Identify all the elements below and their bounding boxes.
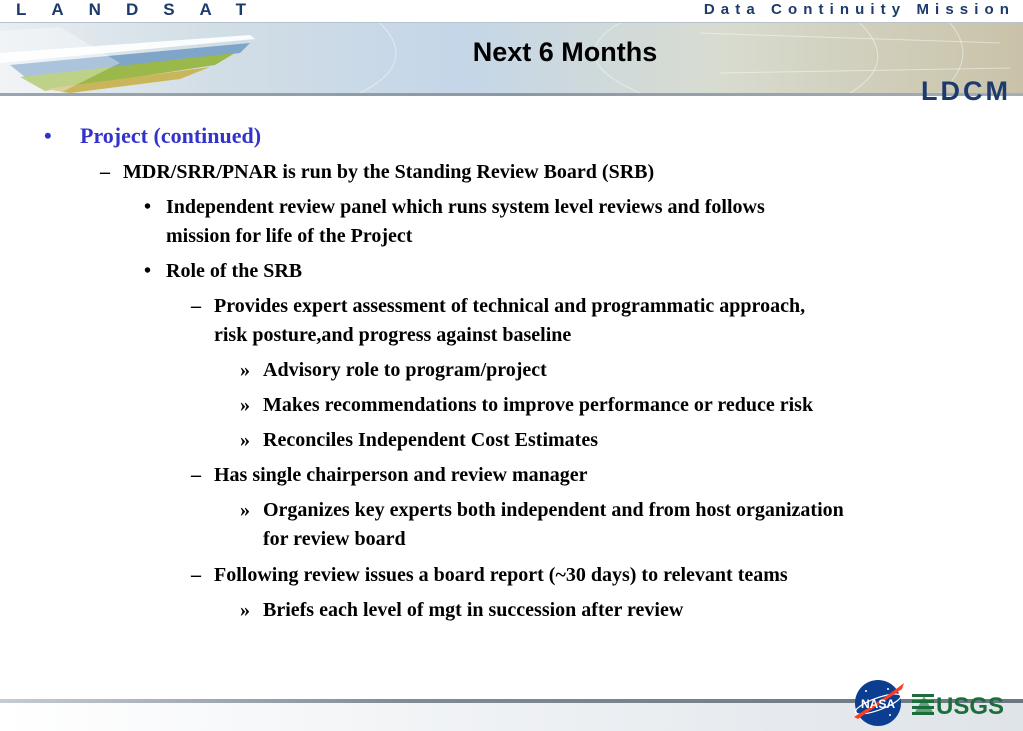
dash-marker: – <box>191 464 201 486</box>
usgs-logo-icon <box>912 688 1008 720</box>
outline-item-independent-line1: Independent review panel which runs system level reviews and follows <box>166 196 765 218</box>
outline-item-provides-line1: Provides expert assessment of technical and programmatic approach, <box>214 295 806 317</box>
slide-title: Next 6 Months <box>472 37 658 67</box>
usgs-logo-text: USGS <box>936 693 1005 720</box>
bullet-marker: • <box>144 260 152 282</box>
ldcm-logo: LDCM <box>921 76 1011 106</box>
bullet-marker: • <box>144 196 152 218</box>
top-brand-bar <box>0 0 1023 23</box>
chevron-marker: » <box>240 429 250 451</box>
outline-item-provides-line2: risk posture,and progress against baseline <box>214 324 572 346</box>
banner-divider <box>0 93 1023 96</box>
outline-item-advisory: Advisory role to program/project <box>263 359 547 381</box>
outline-item-organizes-line2: for review board <box>263 528 406 550</box>
chevron-marker: » <box>240 599 250 621</box>
outline-item-chair: Has single chairperson and review manager <box>214 464 588 486</box>
bullet-marker: • <box>44 123 52 148</box>
chevron-marker: » <box>240 359 250 381</box>
outline-item-reconciles: Reconciles Independent Cost Estimates <box>263 429 598 451</box>
outline-item-project: Project (continued) <box>80 123 262 148</box>
outline-item-independent-line2: mission for life of the Project <box>166 225 413 247</box>
outline-item-role: Role of the SRB <box>166 260 303 282</box>
outline-item-following: Following review issues a board report (~30 days) to relevant teams <box>214 564 788 586</box>
outline-item-recommend: Makes recommendations to improve performance or reduce risk <box>263 394 814 416</box>
title-banner <box>0 23 1023 93</box>
outline-item-briefs: Briefs each level of mgt in succession after review <box>263 599 684 621</box>
nasa-logo-text: NASA <box>860 697 896 711</box>
data-continuity-mission-wordmark: Data Continuity Mission <box>703 1 1015 18</box>
dash-marker: – <box>191 564 201 586</box>
landsat-wordmark: LANDSAT <box>16 0 271 19</box>
dash-marker: – <box>191 295 201 317</box>
chevron-marker: » <box>240 394 250 416</box>
dash-marker: – <box>100 161 110 183</box>
chevron-marker: » <box>240 499 250 521</box>
outline-item-organizes-line1: Organizes key experts both independent and from host organization <box>263 499 844 521</box>
nasa-logo-icon <box>850 677 906 727</box>
outline-item-mdr: MDR/SRR/PNAR is run by the Standing Review Board (SRB) <box>123 161 655 183</box>
